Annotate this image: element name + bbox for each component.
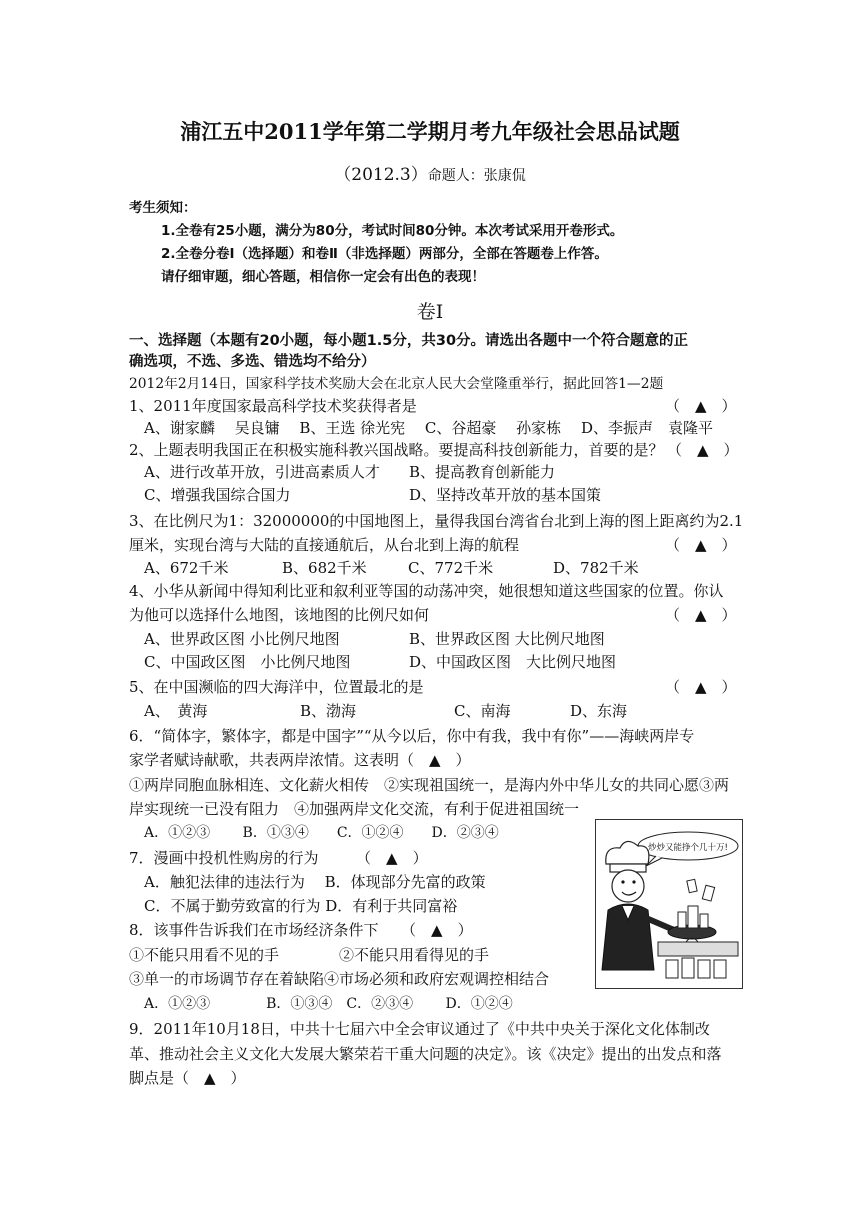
q3-option-c: C、772千米 [408, 559, 494, 577]
volume-heading: 卷Ⅰ [416, 301, 444, 323]
notice-line-2: 2.全卷分卷Ⅰ（选择题）和卷Ⅱ（非选择题）两部分，全部在答题卷上作答。 [161, 246, 608, 262]
notice-line-3: 请仔细审题，细心答题，相信你一定会有出色的表现！ [161, 269, 485, 285]
q2-option-c: C、增强我国综合国力 [144, 486, 291, 504]
q4-option-d: D、中国政区图 大比例尺地图 [409, 653, 617, 671]
q1-answer-mark: （ ▲ ） [665, 397, 737, 415]
intro-text: 2012年2月14日，国家科学技术奖励大会在北京人民大会堂隆重举行，据此回答1—2题 [129, 376, 664, 392]
q7-options-ab: A．触犯法律的违法行为 B．体现部分先富的政策 [144, 873, 486, 891]
q6-options: A．①②③ B．①③④ C．①②④ D．②③④ [144, 825, 499, 841]
q4-option-b: B、世界政区图 大比例尺地图 [409, 630, 605, 648]
q8-statement-1: ①不能只用看不见的手 ②不能只用看得见的手 [129, 946, 490, 964]
q8-statement-2: ③单一的市场调节存在着缺陷④市场必须和政府宏观调控相结合 [129, 970, 550, 988]
q5-answer-mark: （ ▲ ） [665, 678, 737, 696]
q4-option-c: C、中国政区图 小比例尺地图 [144, 653, 351, 671]
q2-option-d: D、坚持改革开放的基本国策 [409, 486, 602, 504]
q6-stem-2: 家学者赋诗献歌，共表两岸浓情。这表明（ ▲ ） [129, 751, 471, 769]
notice-heading: 考生须知： [129, 200, 197, 216]
q3-option-b: B、682千米 [282, 559, 367, 577]
notice-line-1: 1.全卷有25小题，满分为80分，考试时间80分钟。本次考试采用开卷形式。 [161, 223, 624, 239]
q4-option-a: A、世界政区图 小比例尺地图 [144, 630, 340, 648]
q2-answer-mark: （ ▲ ） [667, 441, 739, 459]
q9-stem-3: 脚点是（ ▲ ） [129, 1069, 246, 1087]
cartoon-caption: 炒炒又能挣个几十万! [648, 843, 728, 853]
q7-stem: 7．漫画中投机性购房的行为 （ ▲ ） [129, 849, 428, 867]
cartoon-drawing [596, 820, 742, 988]
q8-stem: 8．该事件告诉我们在市场经济条件下 （ ▲ ） [129, 921, 473, 939]
q2-option-b: B、提高教育创新能力 [409, 463, 556, 481]
q8-options: A．①②③ B．①③④ C．②③④ D．①②④ [144, 996, 513, 1012]
q2-stem: 2、上题表明我国正在积极实施科教兴国战略。要提高科技创新能力，首要的是？ [129, 441, 664, 459]
q1-stem: 1、2011年度国家最高科学技术奖获得者是 [129, 397, 417, 415]
section-heading-2: 确选项，不选、多选、错选均不给分） [129, 354, 376, 370]
q5-option-d: D、东海 [570, 702, 628, 720]
exam-author: 命题人：张康侃 [427, 168, 526, 184]
q5-option-c: C、南海 [454, 702, 511, 720]
exam-date: （2012.3） [334, 165, 428, 185]
q9-stem-1: 9．2011年10月18日，中共十七届六中全会审议通过了《中共中央关于深化文化体制改 [129, 1020, 710, 1038]
q6-statement-1: ①两岸同胞血脉相连、文化薪火相传 ②实现祖国统一，是海内外中华儿女的共同心愿③两 [129, 776, 730, 794]
q9-stem-2: 革、推动社会主义文化大发展大繁荣若干重大问题的决定》。该《决定》提出的出发点和落 [129, 1045, 722, 1063]
q4-stem-1: 4、小华从新闻中得知利比亚和叙利亚等国的动荡冲突，她很想知道这些国家的位置。你认 [129, 582, 724, 600]
exam-subtitle [0, 160, 860, 185]
section-heading-1: 一、选择题（本题有20小题，每小题1.5分，共30分。请选出各题中一个符合题意的正 [129, 333, 689, 349]
q5-option-b: B、渤海 [300, 702, 357, 720]
q3-stem-1: 3、在比例尺为1：32000000的中国地图上，量得我国台湾省台北到上海的图上距离约为2.1 [129, 512, 744, 530]
q6-statement-2: 岸实现统一已没有阻力 ④加强两岸文化交流，有利于促进祖国统一 [129, 800, 580, 818]
q3-option-d: D、782千米 [553, 559, 639, 577]
q7-options-cd: C．不属于勤劳致富的行为 D．有利于共同富裕 [144, 897, 458, 915]
q5-option-a: A、 黄海 [144, 702, 208, 720]
q1-options: A、谢家麟 吴良镛 B、王选 徐光宪 C、谷超豪 孙家栋 D、李振声 袁隆平 [144, 419, 713, 437]
q3-stem-2: 厘米，实现台湾与大陆的直接通航后，从台北到上海的航程 [129, 536, 520, 554]
exam-title: 浦江五中2011学年第二学期月考九年级社会思品试题 [180, 119, 680, 144]
q5-stem: 5、在中国濒临的四大海洋中，位置最北的是 [129, 678, 424, 696]
q4-answer-mark: （ ▲ ） [665, 606, 737, 624]
q2-option-a: A、进行改革开放，引进高素质人才 [144, 463, 380, 481]
cartoon-image [595, 819, 743, 989]
q3-option-a: A、672千米 [144, 559, 229, 577]
q4-stem-2: 为他可以选择什么地图，该地图的比例尺如何 [129, 606, 430, 624]
q6-stem-1: 6．“简体字，繁体字，都是中国字”“从今以后，你中有我，我中有你”——海峡两岸专 [129, 727, 695, 745]
q3-answer-mark: （ ▲ ） [665, 536, 737, 554]
